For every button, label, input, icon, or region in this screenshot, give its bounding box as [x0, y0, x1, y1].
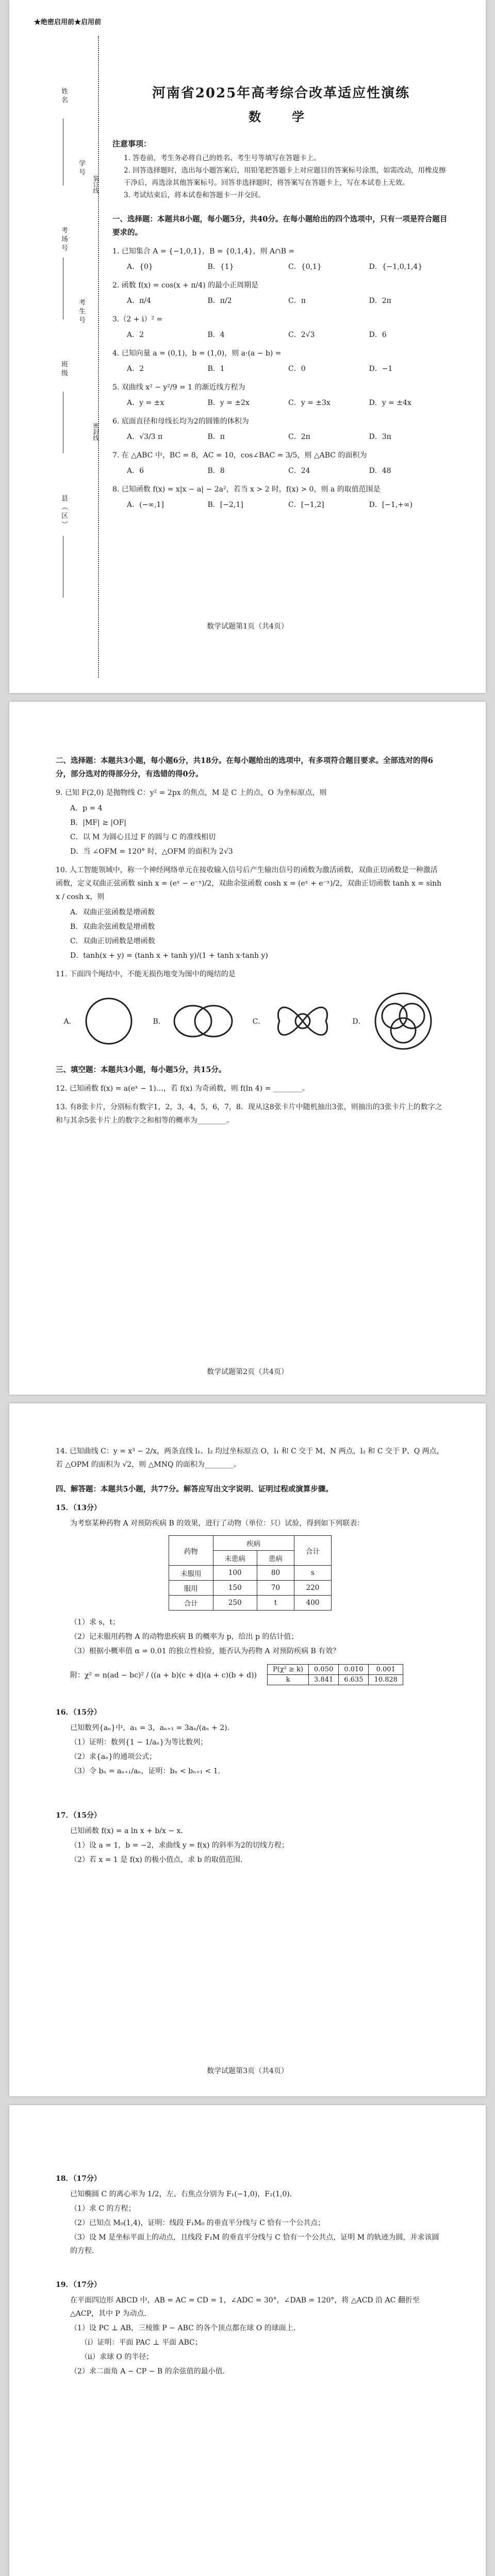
option: A．y = ±x	[127, 399, 164, 407]
page-footer: 数学试题第1页（共4页）	[207, 622, 288, 631]
question-14: 14. 已知曲线 C：y = x³ − 2/x，两条直线 l₁、l₂ 均过坐标原点 O，l₁ 和 C 交于 M、N 两点，l₂ 和 C 交于 P、Q 两点，若 △OPM 的面积为 √2，则 △MNQ 的面积为________。	[56, 1447, 444, 1469]
table-header: 未患病	[213, 1551, 257, 1566]
knot-d-image	[370, 990, 437, 1052]
table-row	[268, 1665, 403, 1675]
section-3-heading: 三、填空题：本题共3小题，每小题5分，共15分。	[56, 1065, 226, 1074]
option: C．2π	[288, 433, 310, 441]
option: C．π	[288, 297, 306, 305]
table-cell: t	[257, 1596, 294, 1611]
option: A．p = 4	[70, 804, 103, 812]
field-class: 班级	[60, 361, 68, 378]
question-2-options	[127, 294, 450, 308]
question-19-part-2: （2）求二面角 A − CP − B 的余弦值的最小值．	[70, 2367, 230, 2376]
table-cell: 0.010	[339, 1665, 369, 1675]
notice-item: 3. 考试结束后，将本试卷和答题卡一并交回。	[124, 191, 265, 199]
question-18-part-2: （2）已知点 M₀(1,4)，证明：线段 F₁M₀ 的垂直平分线与 C 恰有一个公共点；	[70, 2219, 325, 2227]
knot-figures	[56, 990, 444, 1052]
question-17-part-1: （1）设 a = 1，b = −2，求曲线 y = f(x) 的斜率为2的切线方程；	[70, 1841, 289, 1850]
question-19-stem: 在平面四边形 ABCD 中，AB = AC = CD = 1，∠ADC = 30°，∠DAB = 120°，将 △ACD 沿 AC 翻折至 △ACP，其中 P 为动点．	[70, 2296, 420, 2318]
question-16-part-1: （1）证明：数列{1 − 1/aₙ}为等比数列；	[70, 1738, 208, 1747]
table-cell: 3.841	[309, 1675, 339, 1685]
question-15-part-3: （3）根据小概率值 α = 0.01 的独立性检验，能否认为药物 A 对预防疾病 B 有效？	[70, 1647, 340, 1655]
seal-line	[98, 36, 99, 677]
table-cell: 6.635	[339, 1675, 369, 1685]
option: C．24	[288, 467, 310, 475]
table-cell: 服用	[169, 1581, 213, 1596]
exam-title: 河南省2025年高考综合改革适应性演练	[152, 86, 410, 101]
table-cell: 80	[257, 1566, 294, 1581]
question-3: 3.（2 + i）² =	[112, 315, 163, 324]
question-1: 1. 已知集合 A = {−1,0,1}，B = {0,1,4}，则 A∩B =	[112, 247, 295, 256]
option: C．0	[288, 365, 306, 373]
question-5: 5. 双曲线 x² − y²/9 = 1 的渐近线方程为	[112, 383, 245, 392]
question-17-heading: 17．（15分）	[56, 1811, 101, 1820]
page-footer: 数学试题第2页（共4页）	[207, 1368, 288, 1376]
question-16-part-2: （2）求{aₙ}的通项公式；	[70, 1753, 157, 1761]
page-2	[9, 702, 486, 1395]
field-student-id: 学号	[77, 160, 85, 177]
binding-strip	[9, 21, 107, 693]
knot-figure-a	[63, 993, 137, 1049]
field-exam-id: 考生号	[77, 299, 85, 325]
question-16-stem: 已知数列{aₙ}中，a₁ = 3，aₙ₊₁ = 3aₙ/(aₙ + 2)．	[70, 1724, 235, 1732]
cut-label: 装订线	[92, 175, 100, 194]
option: A．√3/3 π	[127, 433, 163, 441]
page-3	[9, 1403, 486, 2096]
question-7: 7. 在 △ABC 中，BC = 8，AC = 10，cos∠BAC = 3/5，则 △ABC 的面积为	[112, 451, 367, 460]
field-name: 姓名	[60, 88, 68, 105]
figure-label: B．	[153, 1018, 166, 1026]
question-18-part-3: （3）设 M 是坐标平面上的动点，且线段 F₁M 的垂直平分线与 C 恰有一个公共点，证明 M 的轨迹为圆，并求该圆的方程．	[70, 2233, 439, 2255]
page-1	[9, 0, 486, 693]
question-12: 12. 已知函数 f(x) = a(eˣ − 1)…，若 f(x) 为奇函数，则 f(ln 4) = ________。	[56, 1084, 309, 1093]
option: A．6	[127, 467, 144, 475]
question-5-options	[127, 396, 450, 410]
question-18-part-1: （1）求 C 的方程；	[70, 2205, 136, 2213]
knot-figure-d	[352, 990, 436, 1052]
option: B．{1}	[207, 263, 234, 271]
question-15-intro: 为考察某种药物 A 对预防疾病 B 的效果，进行了动物（单位：只）试验，得到如下列联表：	[70, 1519, 365, 1528]
table-cell: 0.050	[309, 1665, 339, 1675]
option: B．8	[207, 467, 225, 475]
knot-figure-c	[253, 993, 337, 1049]
table-cell: s	[294, 1566, 332, 1581]
question-11: 11. 下面四个绳结中，不能无损伤地变为图中的绳结的是	[56, 970, 236, 978]
table-header: 患病	[257, 1551, 294, 1566]
option: D．y = ±4x	[369, 399, 411, 407]
option: B．[−2,1]	[207, 501, 243, 509]
question-15-part-2: （2）记未服用药物 A 的动物患疾病 B 的概率为 p，给出 p 的估计值；	[70, 1633, 299, 1641]
knot-a-image	[80, 993, 137, 1049]
question-1-options	[127, 260, 450, 274]
option: B．4	[207, 331, 225, 339]
table-row	[268, 1675, 403, 1685]
chi-square-reference	[70, 1664, 444, 1685]
option: A．(−∞,1]	[127, 501, 164, 509]
question-18-heading: 18．（17分）	[56, 2175, 101, 2183]
table-cell: 10.828	[369, 1675, 403, 1685]
option: D．[−1,+∞)	[369, 501, 413, 509]
question-13: 13. 有8张卡片，分别标有数字1，2，3，4，5，6，7，8．现从这8张卡片中随机抽出3张，则抽出的3张卡片上的数字之和与其余5张卡片上的数字之和相等的概率为________。	[56, 1103, 442, 1125]
contingency-table	[169, 1535, 332, 1611]
option: B．1	[207, 365, 225, 373]
critical-value-table	[267, 1664, 403, 1685]
question-3-options	[127, 328, 450, 342]
option: C．{0,1}	[288, 263, 322, 271]
question-16-part-3: （3）令 bₙ = aₙ₊₁/aₙ，证明：bₙ < bₙ₊₁ < 1．	[70, 1767, 225, 1775]
option: D．当 ∠OFM = 120° 时，△OFM 的面积为 2√3	[70, 848, 233, 856]
page-4	[9, 2105, 486, 2576]
section-4-heading: 四、解答题：本题共5小题，共77分。解答应写出文字说明、证明过程或演算步骤。	[56, 1485, 333, 1494]
secret-label: ★绝密启用前★启用前	[34, 19, 102, 26]
table-cell: 250	[213, 1596, 257, 1611]
option: C．y = ±3x	[288, 399, 331, 407]
page-footer: 数学试题第3页（共4页）	[207, 2067, 288, 2075]
question-17-stem: 已知函数 f(x) = a ln x + b/x − x．	[70, 1827, 188, 1835]
option: B．双曲余弦函数是增函数	[70, 923, 155, 931]
notice-item: 1. 答卷前，考生务必将自己的姓名、考生号等填写在答题卡上。	[124, 154, 321, 162]
question-15-heading: 15．（13分）	[56, 1504, 101, 1512]
table-cell: 400	[294, 1596, 332, 1611]
option: D．48	[369, 467, 391, 475]
question-10: 10. 人工智能领域中，称一个神经网络单元在接收输入信号后产生输出信号的函数为激活函数，双曲正切函数是一种激活函数，定义双曲正弦函数 sinh x = (eˣ − e⁻ˣ)/2，双曲余弦函数 cosh x = (eˣ + e⁻ˣ)/2，双曲正切函数 tanh x = sinh x / cosh x，则	[56, 866, 442, 901]
option: C．2√3	[288, 331, 315, 339]
table-cell: 未服用	[169, 1566, 213, 1581]
table-cell: 0.001	[369, 1665, 403, 1675]
table-cell: k	[268, 1675, 309, 1685]
knot-b-image	[170, 993, 237, 1049]
question-8: 8. 已知函数 f(x) = x|x − a| − 2a²，若当 x > 2 时，f(x) > 0，则 a 的取值范围是	[112, 485, 381, 494]
table-row	[169, 1596, 332, 1611]
question-6-options	[127, 430, 450, 444]
question-4: 4. 已知向量 a = (0,1)，b = (1,0)，则 a·(a − b) =	[112, 349, 282, 358]
table-header: 疾病	[213, 1536, 294, 1551]
option: D．−1	[369, 365, 393, 373]
question-15-part-1: （1）求 s，t；	[70, 1618, 120, 1626]
question-4-options	[127, 362, 450, 376]
option: C．双曲正切函数是增函数	[70, 937, 155, 945]
option: A．2	[127, 365, 144, 373]
question-7-options	[127, 464, 450, 478]
question-17-part-2: （2）若 x = 1 是 f(x) 的极小值点，求 b 的取值范围．	[70, 1856, 248, 1864]
table-cell: 合计	[169, 1596, 213, 1611]
question-19-part-1i: （i）证明：平面 PAC ⊥ 平面 ABC；	[80, 2338, 202, 2347]
table-row	[169, 1581, 332, 1596]
question-16-heading: 16．（15分）	[56, 1708, 101, 1717]
table-cell: 220	[294, 1581, 332, 1596]
field-room: 考场号	[60, 227, 68, 253]
question-19-part-1ii: （ii）求球 O 的半径；	[80, 2353, 154, 2361]
knot-c-image	[269, 993, 336, 1049]
notice-heading: 注意事项：	[112, 139, 152, 148]
option: A．{0}	[127, 263, 153, 271]
question-19-part-1: （1）设 PC ⊥ AB，三棱锥 P − ABC 的各个顶点都在球 O 的球面上．	[70, 2324, 301, 2332]
question-2: 2. 函数 f(x) = cos(x + π/4) 的最小正周期是	[112, 281, 259, 290]
figure-label: A．	[63, 1018, 76, 1026]
option: B．π/2	[207, 297, 232, 305]
figure-label: C．	[252, 1018, 266, 1026]
option: D．6	[369, 331, 387, 339]
option: A．双曲正弦函数是增函数	[70, 908, 155, 917]
option: C．以 M 为圆心且过 F 的圆与 C 的准线相切	[70, 833, 216, 841]
subject-title: 数 学	[249, 109, 314, 124]
table-row	[169, 1566, 332, 1581]
section-1-heading: 一、选择题：本题共8小题，每小题5分，共40分。在每小题给出的四个选项中，只有一项是符合题目要求的。	[112, 215, 448, 237]
question-6: 6. 底面直径和母线长均为2的圆锥的体积为	[112, 417, 249, 426]
option: D．2π	[369, 297, 391, 305]
section-2-heading: 二、选择题：本题共3小题，每小题6分，共18分。在每小题给出的选项中，有多项符合题目要求。全部选对的得6分，部分选对的得部分分，有选错的得0分。	[56, 756, 433, 778]
option: D．3π	[369, 433, 391, 441]
question-8-options	[127, 498, 450, 512]
table-header: 合计	[294, 1536, 332, 1566]
seal-label: 密封线	[92, 422, 100, 441]
table-cell: 100	[213, 1566, 257, 1581]
table-cell: P(χ² ≥ k)	[268, 1665, 309, 1675]
option: C．[−1,2]	[288, 501, 324, 509]
option: D．tanh(x + y) = (tanh x + tanh y)/(1 + tanh x·tanh y)	[70, 952, 268, 960]
knot-figure-b	[153, 993, 236, 1049]
table-cell: 150	[213, 1581, 257, 1596]
question-19-heading: 19．（17分）	[56, 2281, 101, 2289]
option: A．π/4	[127, 297, 151, 305]
field-county: 县（区）	[60, 495, 68, 530]
question-9: 9. 已知 F(2,0) 是抛物线 C：y² = 2px 的焦点，M 是 C 上的点，O 为坐标原点，则	[56, 789, 327, 797]
option: B．π	[207, 433, 225, 441]
option: B．y = ±2x	[207, 399, 250, 407]
chi-square-formula: 附：χ² = n(ad − bc)² / ((a + b)(c + d)(a + c)(b + d))	[70, 1671, 257, 1680]
option: B．|MF| ≥ |OF|	[70, 819, 127, 827]
figure-label: D．	[352, 1018, 366, 1026]
option: A．2	[127, 331, 144, 339]
question-18-stem: 已知椭圆 C 的离心率为 1/2，左、右焦点分别为 F₁(−1,0)，F₂(1,0)．	[70, 2190, 297, 2198]
option: D．{−1,0,1,4}	[369, 263, 423, 271]
table-cell: 70	[257, 1581, 294, 1596]
table-header: 药物	[169, 1536, 213, 1566]
notice-item: 2. 回答选择题时，选出每小题答案后，用铅笔把答题卡上对应题目的答案标号涂黑，如需改动，用橡皮擦干净后，再选涂其他答案标号。回答非选择题时，将答案写在答题卡上，写在本试卷上无效。	[124, 166, 446, 187]
